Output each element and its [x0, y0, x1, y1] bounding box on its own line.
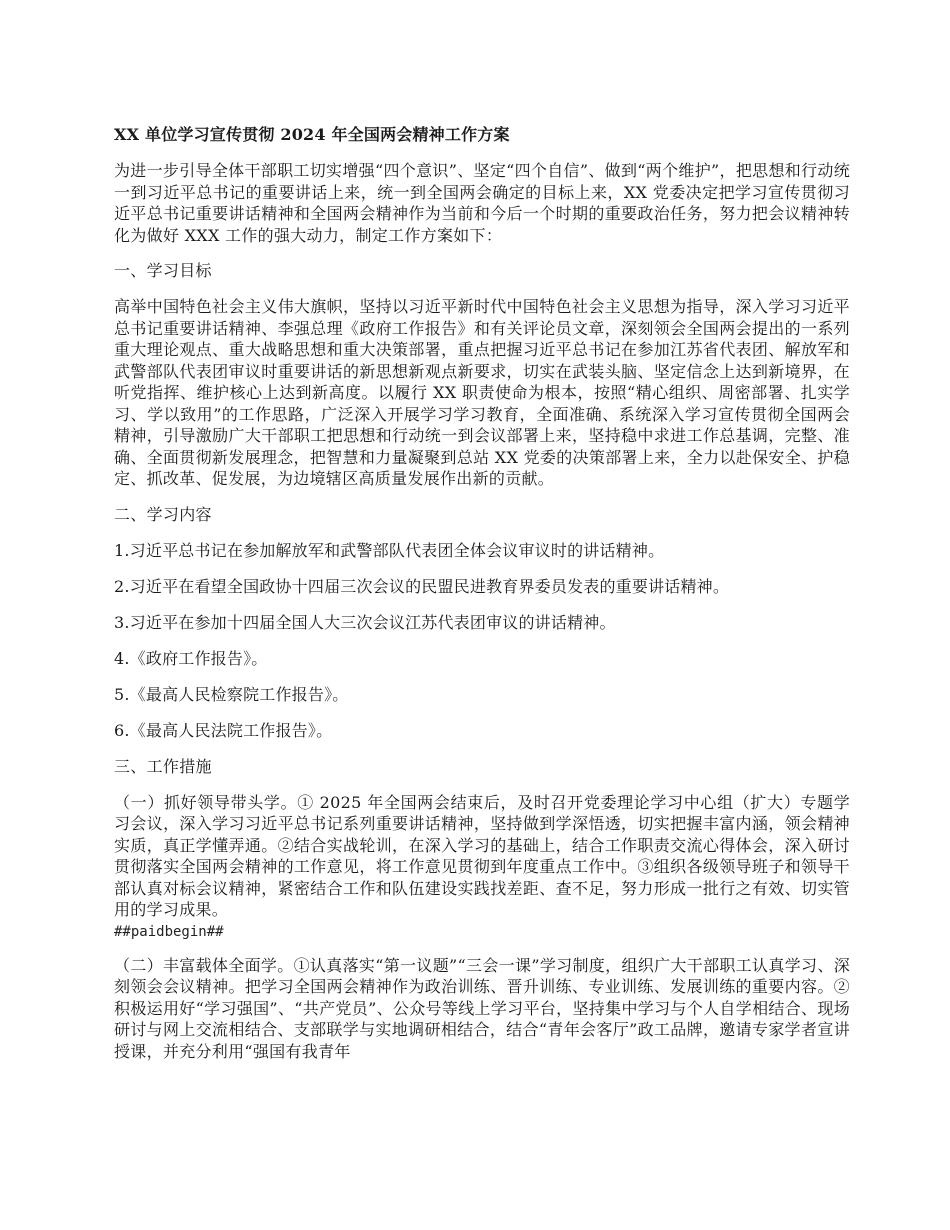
- measures-paragraph-2: （二）丰富载体全面学。①认真落实“第一议题”“三会一课”学习制度，组织广大干部职工认真学习、深刻领会会议精神。把学习全国两会精神作为政治训练、晋升训练、专业训练、发展训练的重要内容。②积极运用好“学习强国”、“共产党员”、公众号等线上学习平台，坚持集中学习与个人自学相结合、现场研讨与网上交流相结合、支部联学与实地调研相结合，结合“青年会客厅”政工品牌，邀请专家学者宣讲授课，并充分利用“强国有我青年: [114, 955, 850, 1061]
- content-item: 4.《政府工作报告》。: [114, 648, 268, 668]
- goals-paragraph: 高举中国特色社会主义伟大旗帜，坚持以习近平新时代中国特色社会主义思想为指导，深入学习习近平总书记重要讲话精神、李强总理《政府工作报告》和有关评论员文章，深刻领会全国两会提出的一系列重大理论观点、重大战略思想和重大决策部署，重点把握习近平总书记在参加江苏省代表团、解放军和武警部队代表团审议时重要讲话的新思想新观点新要求，切实在武装头脑、坚定信念上达到新境界，在听党指挥、维护核心上达到新高度。以履行 XX 职责使命为根本，按照“精心组织、周密部署、扎实学习、学以致用”的工作思路，广泛深入开展学习学习教育，全面准确、系统深入学习宣传贯彻全国两会精神，引导激励广大干部职工把思想和行动统一到会议部署上来，坚持稳中求进工作总基调，完整、准确、全面贯彻新发展理念，把智慧和力量凝聚到总站 XX 党委的决策部署上来，全力以赴保安全、护稳定、抓改革、促发展，为边境辖区高质量发展作出新的贡献。: [114, 297, 850, 488]
- content-item: 3.习近平在参加十四届全国人大三次会议江苏代表团审议的讲话精神。: [114, 612, 616, 632]
- measures-paragraph-1: （一）抓好领导带头学。① 2025 年全国两会结束后，及时召开党委理论学习中心组（扩大）专题学习会议，深入学习习近平总书记系列重要讲话精神，坚持做到学深悟透，切实把握丰富内涵，领会精神实质，真正学懂弄通。②结合实战轮训，在深入学习的基础上，结合工作职责交流心得体会，深入研讨贯彻落实全国两会精神的工作意见，将工作意见贯彻到年度重点工作中。③组织各级领导班子和领导干部认真对标会议精神，紧密结合工作和队伍建设实践找差距、查不足，努力形成一批行之有效、切实管用的学习成果。: [114, 792, 850, 919]
- document-title: XX 单位学习宣传贯彻 2024 年全国两会精神工作方案: [114, 125, 510, 144]
- section-heading-measures: 三、工作措施: [114, 756, 212, 776]
- content-item: 1.习近平总书记在参加解放军和武警部队代表团全体会议审议时的讲话精神。: [114, 540, 665, 560]
- section-heading-content: 二、学习内容: [114, 504, 212, 524]
- paid-begin-marker: ##paidbegin##: [114, 923, 224, 940]
- content-item: 2.习近平在看望全国政协十四届三次会议的民盟民进教育界委员发表的重要讲话精神。: [114, 576, 730, 596]
- content-item: 6.《最高人民法院工作报告》。: [114, 720, 333, 740]
- intro-paragraph: 为进一步引导全体干部职工切实增强“四个意识”、坚定“四个自信”、做到“两个维护”，把思想和行动统一到习近平总书记的重要讲话上来，统一到全国两会确定的目标上来，XX 党委决定把学习宣传贯彻习近平总书记重要讲话精神和全国两会精神作为当前和今后一个时期的重要政治任务，努力把会议精神转化为做好 XXX 工作的强大动力，制定工作方案如下：: [114, 161, 850, 245]
- document-page: [114, 124, 850, 1076]
- section-heading-goals: 一、学习目标: [114, 261, 212, 280]
- content-item: 5.《最高人民检察院工作报告》。: [114, 684, 349, 704]
